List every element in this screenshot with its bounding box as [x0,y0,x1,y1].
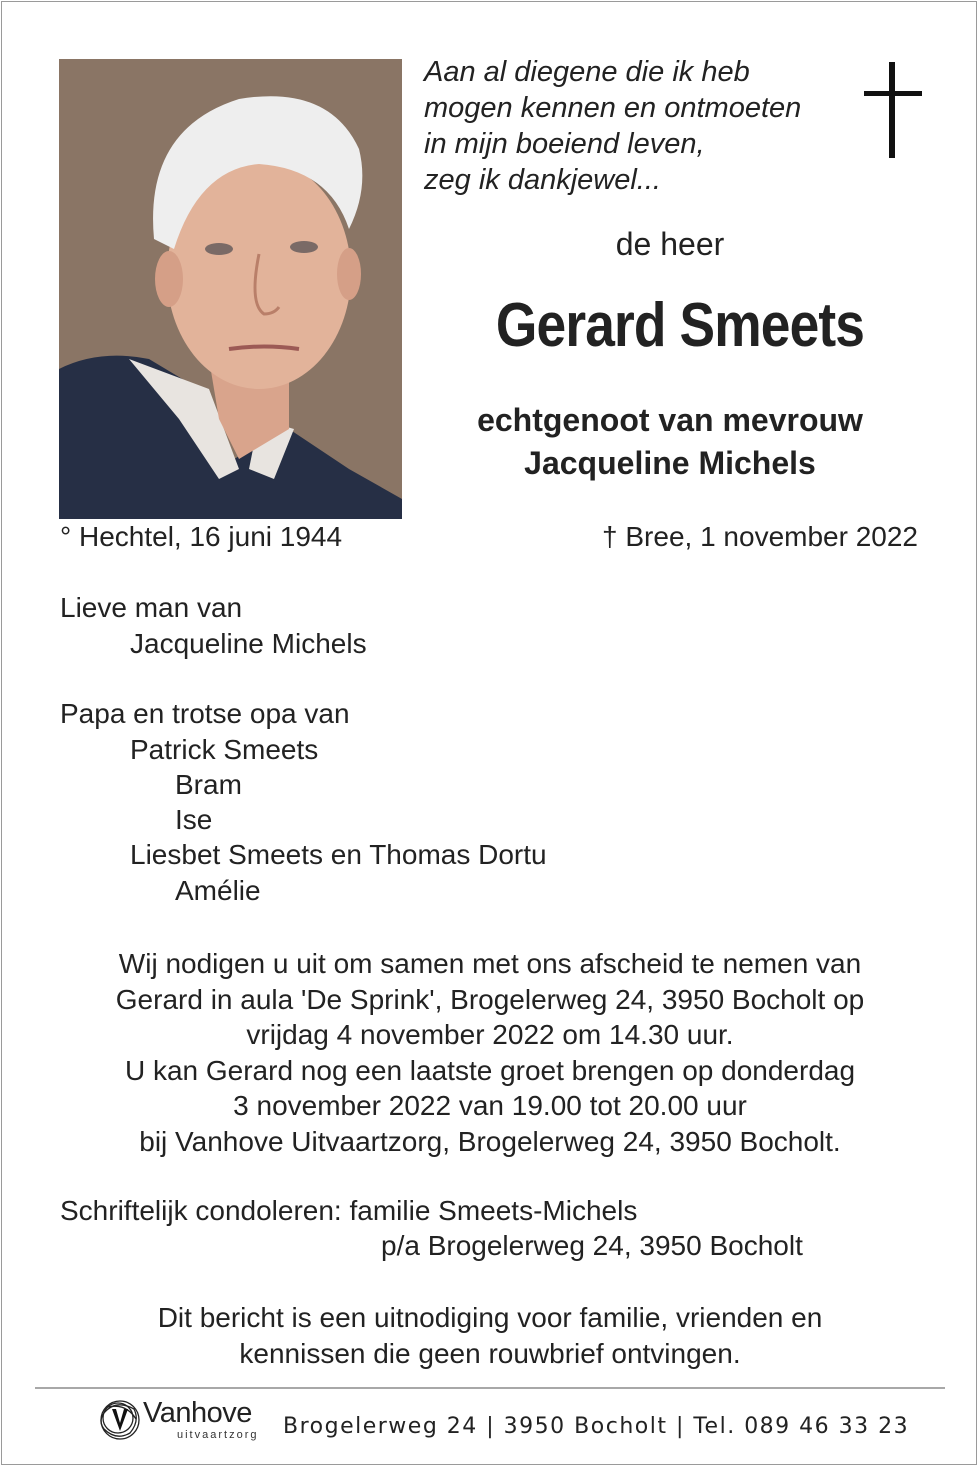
invitation-line: U kan Gerard nog een laatste groet brengen op donderdag [124,1054,856,1086]
papa-label: Papa en trotse opa van [60,698,350,729]
notice-text [40,1300,940,1371]
condolence-line-1: Schriftelijk condoleren: familie Smeets-Michels [60,1195,638,1226]
spouse-line-1: echtgenoot van mevrouw [477,402,863,438]
title-prefix: de heer [615,226,725,262]
invitation-line: Gerard in aula 'De Sprink', Brogelerweg 24, 3950 Bocholt op [115,983,865,1015]
condolence-line-2: p/a Brogelerweg 24, 3950 Bocholt [381,1230,803,1261]
lieve-label: Lieve man van [60,592,243,623]
lieve-name: Jacqueline Michels [130,628,367,659]
invitation-line: vrijdag 4 november 2022 om 14.30 uur. [246,1019,734,1050]
cross-icon [864,62,922,158]
invitation-line: 3 november 2022 van 19.00 tot 20.00 uur [233,1090,747,1121]
notice-line: kennissen die geen rouwbrief ontvingen. [239,1337,741,1369]
notice-line: Dit bericht is een uitnodiging voor familie, vrienden en [157,1302,823,1333]
logo-subtitle: uitvaartzorg [177,1429,259,1441]
grandchild-name: Amélie [175,875,261,906]
quote-line: zeg ik dankjewel... [424,164,661,196]
quote-line: mogen kennen en ontmoeten [424,92,802,124]
invitation-line: bij Vanhove Uitvaartzorg, Brogelerweg 24, 3950 Bocholt. [139,1125,841,1157]
logo-name: Vanhove [143,1397,252,1429]
quote [424,54,854,198]
birth-info: ° Hechtel, 16 juni 1944 [60,521,343,552]
portrait-photo [59,59,402,519]
invitation-text [40,946,940,1159]
grandchild-name: Ise [175,804,213,835]
child-name: Liesbet Smeets en Thomas Dortu [130,839,547,870]
quote-line: Aan al diegene die ik heb [424,56,750,88]
child-name: Patrick Smeets [130,734,319,765]
footer-contact: Brogelerweg 24 | 3950 Bocholt | Tel. 089 46 33 23 [283,1414,910,1439]
footer-divider [35,1387,945,1389]
spouse-line-2: Jacqueline Michels [524,445,816,481]
grandchild-name: Bram [175,769,242,800]
death-info: † Bree, 1 november 2022 [602,521,918,552]
deceased-name: Gerard Smeets [495,291,865,360]
portrait-illustration [59,59,402,519]
quote-line: in mijn boeiend leven, [424,128,705,160]
invitation-line: Wij nodigen u uit om samen met ons afscheid te nemen van [118,948,862,979]
